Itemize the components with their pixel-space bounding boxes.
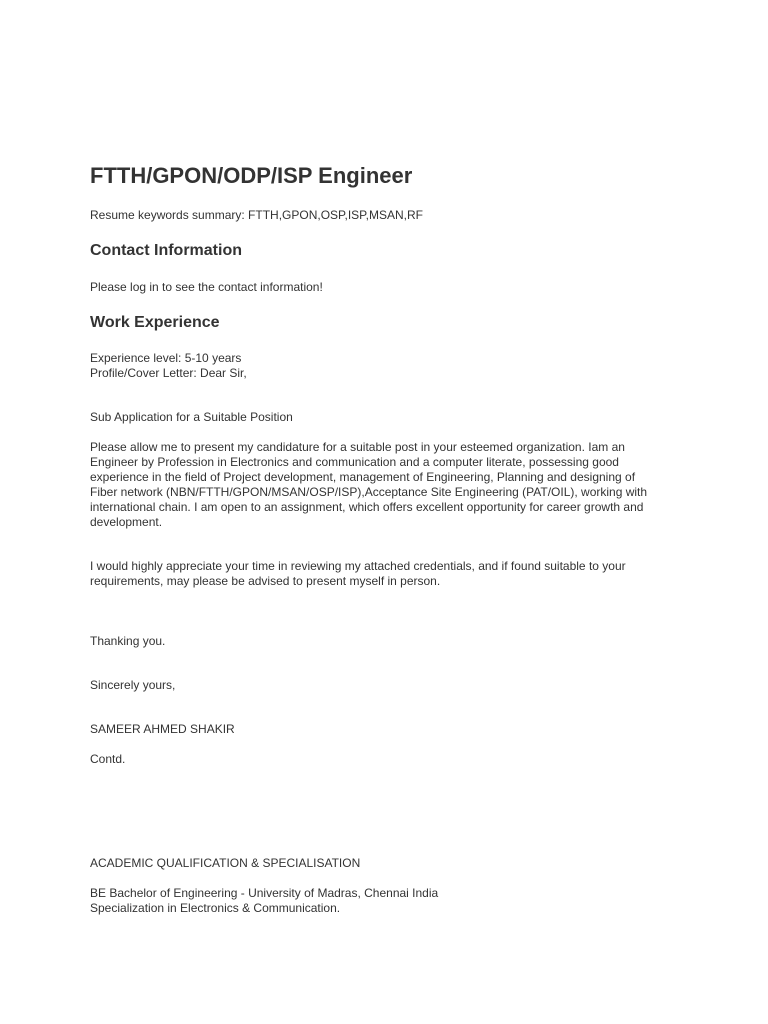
contd-marker: Contd. — [90, 752, 126, 766]
academic-specialization: Specialization in Electronics & Communication. — [90, 901, 341, 915]
academic-heading: ACADEMIC QUALIFICATION & SPECIALISATION — [90, 856, 361, 870]
experience-level: Experience level: 5-10 years — [90, 351, 242, 365]
cover-letter-intro: Profile/Cover Letter: Dear Sir, — [90, 366, 247, 380]
page-title: FTTH/GPON/ODP/ISP Engineer — [90, 163, 413, 188]
work-experience-heading: Work Experience — [90, 314, 220, 331]
paragraph-line: development. — [90, 515, 163, 529]
paragraph-line: experience in the field of Project development, management of Engineering, Planning and designing of — [90, 470, 636, 484]
paragraph-line: requirements, may please be advised to present myself in person. — [90, 574, 441, 588]
signature-name: SAMEER AHMED SHAKIR — [90, 722, 235, 736]
thanking-line: Thanking you. — [90, 634, 166, 648]
cover-letter-subject: Sub Application for a Suitable Position — [90, 410, 293, 424]
paragraph-line: Engineer by Profession in Electronics and communication and a computer literate, possessing good — [90, 455, 619, 469]
paragraph-line: Fiber network (NBN/FTTH/GPON/MSAN/OSP/ISP),Acceptance Site Engineering (PAT/OIL), working with — [90, 485, 648, 499]
cover-letter-paragraph-2 — [90, 559, 690, 589]
contact-heading: Contact Information — [90, 242, 242, 259]
contact-login-message: Please log in to see the contact information! — [90, 280, 323, 294]
closing-line: Sincerely yours, — [90, 678, 176, 692]
cover-letter-paragraph-1 — [90, 440, 690, 530]
paragraph-line: I would highly appreciate your time in reviewing my attached credentials, and if found suitable to your — [90, 559, 626, 573]
keywords-summary: Resume keywords summary: FTTH,GPON,OSP,ISP,MSAN,RF — [90, 208, 423, 222]
paragraph-line: international chain. I am open to an assignment, which offers excellent opportunity for career growth and — [90, 500, 644, 514]
paragraph-line: Please allow me to present my candidature for a suitable post in your esteemed organization. Iam an — [90, 440, 625, 454]
academic-degree: BE Bachelor of Engineering - University of Madras, Chennai India — [90, 886, 439, 900]
